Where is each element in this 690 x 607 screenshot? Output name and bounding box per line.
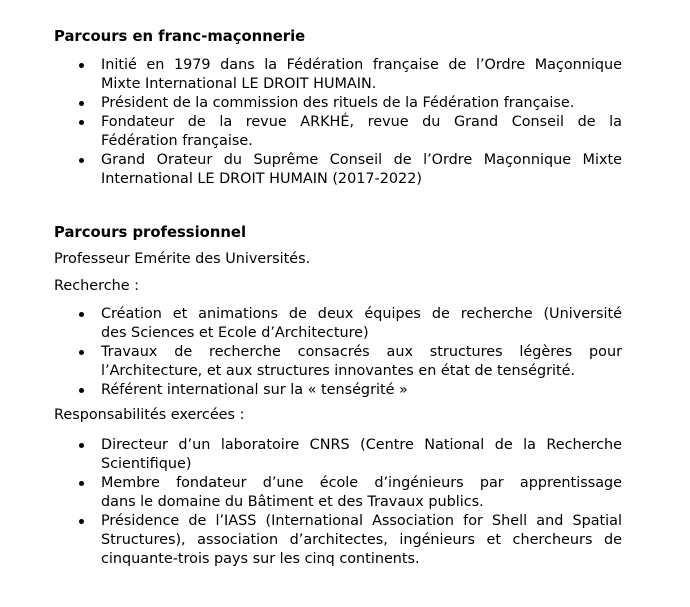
list-item [0,512,622,569]
position-text: Professeur Emérite des Universités. [54,251,311,267]
list-item-line: Structures), association d’architectes, ingénieurs et chercheurs de [101,532,622,548]
list-item [0,94,622,113]
masonic-list [0,56,622,189]
list-item [0,113,622,151]
professional-section-title: Parcours professionnel [54,224,247,241]
list-item-line: Grand Orateur du Suprême Conseil de l’Ordre Maçonnique Mixte [101,152,622,168]
list-item-line: Création et animations de deux équipes de recherche (Université [101,306,622,322]
list-item [0,436,622,474]
list-item-line: Fondateur de la revue ARKHÉ, revue du Grand Conseil de la [101,114,622,130]
list-item [0,474,622,512]
list-item-line: Membre fondateur d’une école d’ingénieurs par apprentissage [101,475,622,491]
list-item-line: Travaux de recherche consacrés aux structures légères pour [101,344,622,360]
masonic-section-title: Parcours en franc-maçonnerie [54,28,306,45]
list-item [0,381,622,400]
list-item-line: Initié en 1979 dans la Fédération française de l’Ordre Maçonnique [101,57,622,73]
list-item-line: l’Architecture, et aux structures innovantes en état de tenségrité. [101,363,576,379]
list-item-line: Fédération française. [101,133,253,149]
list-item-line: Référent international sur la « tenségrité » [101,382,408,398]
list-item-line: cinquante-trois pays sur les cinq continents. [101,551,420,567]
list-item-line: dans le domaine du Bâtiment et des Travaux publics. [101,494,484,510]
responsibilities-list [0,436,622,569]
list-item-line: Scientifique) [101,456,192,472]
list-item-line: Directeur d’un laboratoire CNRS (Centre National de la Recherche [101,437,622,453]
research-list [0,305,622,400]
responsibilities-label: Responsabilités exercées : [54,407,245,423]
list-item [0,151,622,189]
list-item-line: Mixte International LE DROIT HUMAIN. [101,76,377,92]
list-item-line: des Sciences et Ecole d’Architecture) [101,325,369,341]
list-item-line: Président de la commission des rituels de la Fédération française. [101,95,575,111]
list-item [0,305,622,343]
research-label: Recherche : [54,278,140,294]
list-item [0,56,622,94]
list-item [0,343,622,381]
list-item-line: International LE DROIT HUMAIN (2017-2022) [101,171,422,187]
list-item-line: Présidence de l’IASS (International Association for Shell and Spatial [101,513,622,529]
